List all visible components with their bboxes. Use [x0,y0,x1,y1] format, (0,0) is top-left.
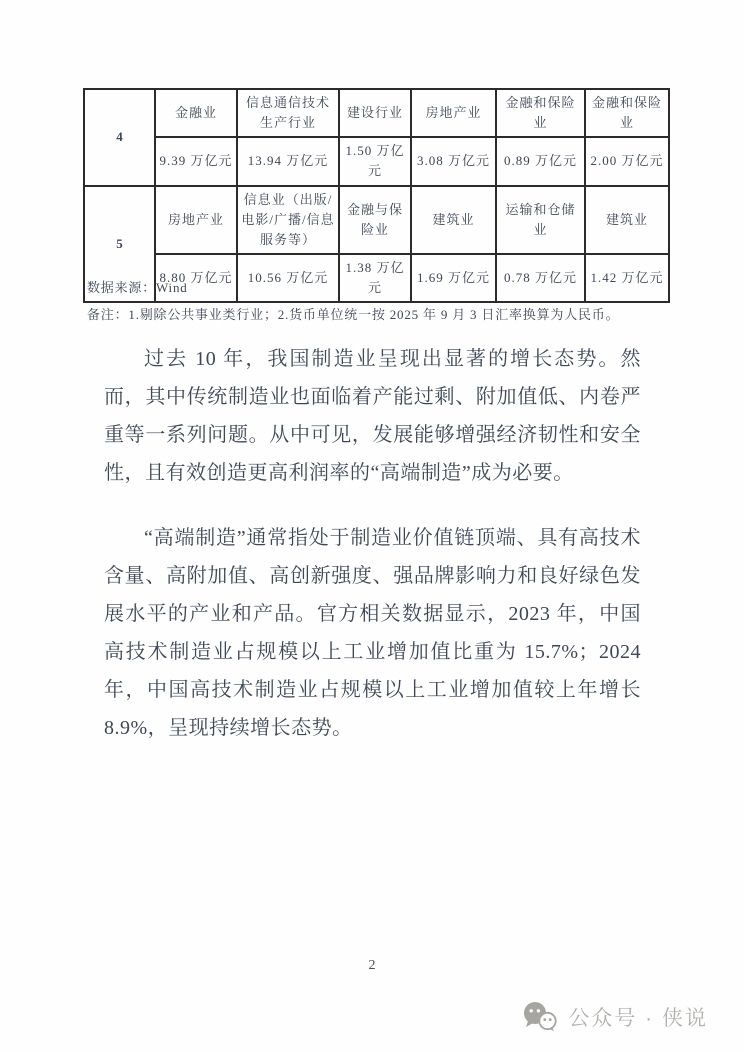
industry-cell: 信息业（出版/电影/广播/信息服务等） [237,186,339,254]
value-cell: 3.08 万亿元 [411,137,496,185]
value-cell: 1.42 万亿元 [585,254,669,302]
industry-cell: 房地产业 [411,89,496,137]
industry-rank-table [83,88,670,303]
industry-cell: 信息通信技术生产行业 [237,89,339,137]
value-cell: 2.00 万亿元 [585,137,669,185]
paragraph-1: 过去 10 年，我国制造业呈现出显著的增长态势。然而，其中传统制造业也面临着产能过剩、附加值低、内卷严重等一系列问题。从中可见，发展能够增强经济韧性和安全性，且有效创造更高利润率的“高端制造”成为必要。 [104,348,641,484]
value-cell: 0.78 万亿元 [496,254,585,302]
table-row-4-values [84,137,669,185]
table-row-5-names [84,186,669,254]
industry-cell: 运输和仓储业 [496,186,585,254]
industry-cell: 金融和保险业 [585,89,669,137]
value-cell: 1.38 万亿元 [339,254,411,302]
table-row-4-names [84,89,669,137]
industry-cell: 房地产业 [155,186,237,254]
wechat-icon [522,1001,559,1032]
rank-cell: 4 [84,89,155,186]
value-cell: 0.89 万亿元 [496,137,585,185]
watermark-label: 公众号 · 侠说 [568,1006,708,1030]
data-source-note: 数据来源：Wind [87,280,188,295]
rank-cell: 5 [84,186,155,303]
paragraph-2: “高端制造”通常指处于制造业价值链顶端、具有高技术含量、高附加值、高创新强度、强品牌影响力和良好绿色发展水平的产业和产品。官方相关数据显示，2023 年，中国高技术制造业占规模以上工业增加值比重为 15.7%；2024 年，中国高技术制造业占规模以上工业增加值较上年增长 8.9%，呈现持续增长态势。 [104,527,641,739]
watermark [522,1001,708,1032]
industry-cell: 金融和保险业 [496,89,585,137]
industry-cell: 金融业 [155,89,237,137]
page-number: 2 [368,958,376,973]
industry-cell: 建筑业 [411,186,496,254]
value-cell: 1.69 万亿元 [411,254,496,302]
body-text [104,340,641,747]
value-cell: 8.80 万亿元 [155,254,237,302]
value-cell: 9.39 万亿元 [155,137,237,185]
value-cell: 1.50 万亿元 [339,137,411,185]
value-cell: 13.94 万亿元 [237,137,339,185]
remark-note: 备注：1.剔除公共事业类行业；2.货币单位统一按 2025 年 9 月 3 日汇率换算为人民币。 [87,307,620,322]
industry-cell: 建设行业 [339,89,411,137]
value-cell: 10.56 万亿元 [237,254,339,302]
industry-cell: 金融与保险业 [339,186,411,254]
industry-cell: 建筑业 [585,186,669,254]
